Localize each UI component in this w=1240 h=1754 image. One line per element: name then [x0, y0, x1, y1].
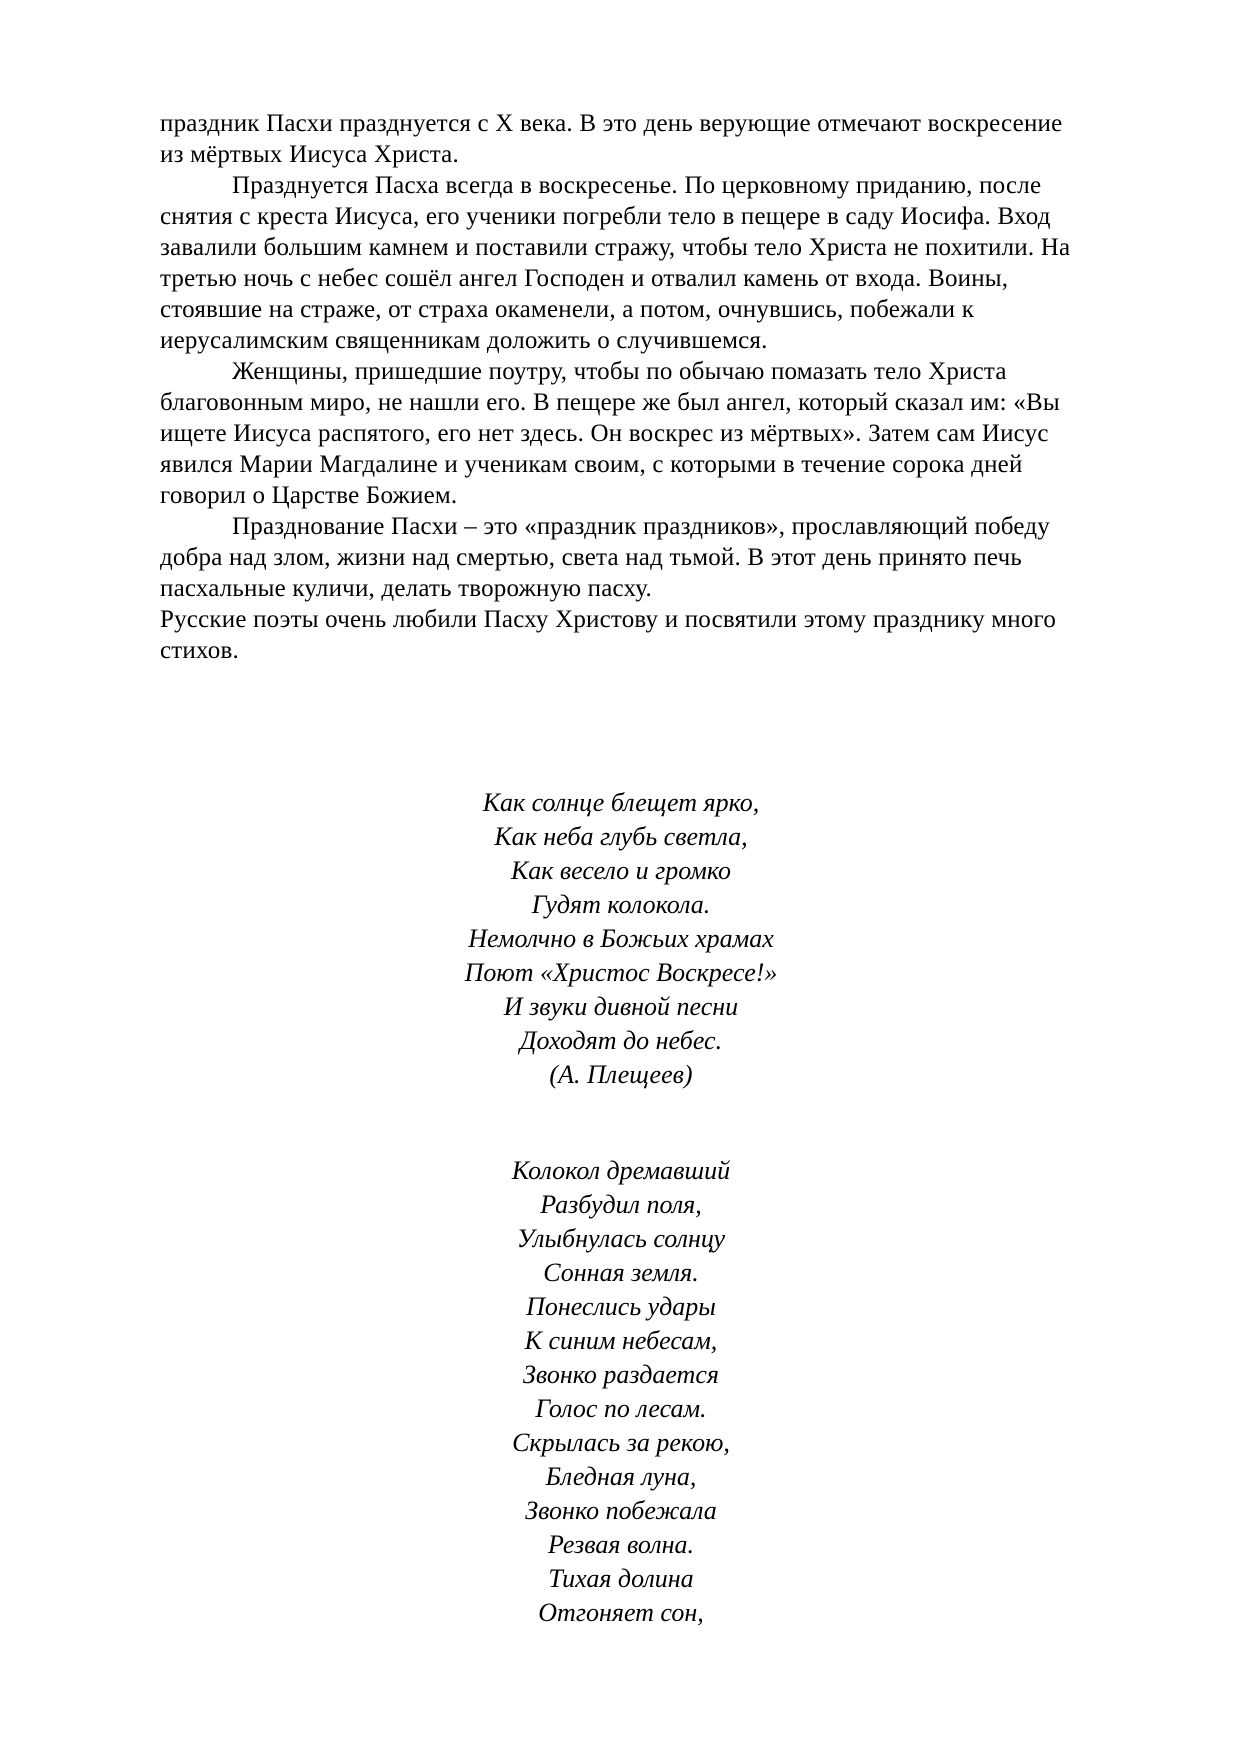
poem-line: Гудят колокола.: [531, 890, 711, 919]
poem-line: И звуки дивной песни: [503, 992, 739, 1021]
poem-line: Тихая долина: [548, 1564, 694, 1593]
paragraph: Празднование Пасхи – это «праздник праздников», прославляющий победу добра над злом, жизни над смертью, света над тьмой. В этот день принято печь пасхальные куличи, делать творожную пасху.: [160, 513, 1050, 602]
paragraph: Женщины, пришедшие поутру, чтобы по обычаю помазать тело Христа благовонным миро, не нашли его. В пещере же был ангел, который сказал им: «Вы ищете Иисуса распятого, его нет здесь. Он воскрес из мёртвых». Затем сам Иисус явился Марии Магдалине и ученикам своим, с которыми в течение сорока дней говорил о Царстве Божием.: [160, 358, 1060, 509]
poem-line: Скрылась за рекою,: [512, 1428, 730, 1457]
poem-line: Резвая волна.: [547, 1530, 694, 1559]
poem-line: Понеслись удары: [526, 1292, 716, 1321]
paragraph: Празднуется Пасха всегда в воскресенье. По церковному приданию, после снятия с креста Иисуса, его ученики погребли тело в пещере в саду Иосифа. Вход завалили большим камнем и поставили стражу, чтобы тело Христа не похитили. На третью ночь с небес сошёл ангел Господен и отвалил камень от входа. Воины, стоявшие на страже, от страха окаменели, а потом, очнувшись, побежали к иерусалимским священникам доложить о случившемся.: [160, 172, 1071, 354]
poems-container: [160, 786, 1082, 1630]
poem-line: Сонная земля.: [543, 1258, 699, 1287]
poem-line: Поют «Христос Воскресе!»: [464, 958, 778, 987]
poem-line: Как неба глубь светла,: [494, 822, 748, 851]
poem-line: Колокол дремавший: [511, 1156, 731, 1185]
poem-line: Разбудил поля,: [540, 1190, 702, 1219]
prose-paragraphs-container: [160, 108, 1082, 666]
paragraph: Русские поэты очень любили Пасху Христову и посвятили этому празднику много стихов.: [160, 606, 1057, 664]
poem-line: Как весело и громко: [510, 856, 732, 885]
poem-line: Бледная луна,: [545, 1462, 697, 1491]
poem-line: Немолчно в Божьих храмах: [468, 924, 774, 953]
poem-line: Доходят до небес.: [519, 1026, 723, 1055]
poem: [160, 1154, 1082, 1630]
poem-line: Голос по лесам.: [535, 1394, 707, 1423]
poem-line: Звонко раздается: [523, 1360, 719, 1389]
poem-line: Улыбнулась солнцу: [516, 1224, 726, 1253]
poem-line: К синим небесам,: [524, 1326, 718, 1355]
poem-line: Звонко побежала: [525, 1496, 717, 1525]
paragraph: праздник Пасхи празднуется с X века. В это день верующие отмечают воскресение из мёртвых Иисуса Христа.: [160, 110, 1063, 168]
poem: [160, 786, 1082, 1092]
poem-line: (А. Плещеев): [549, 1060, 693, 1089]
poem-line: Отгоняет сон,: [538, 1598, 704, 1627]
poem-line: Как солнце блещет ярко,: [482, 788, 760, 817]
